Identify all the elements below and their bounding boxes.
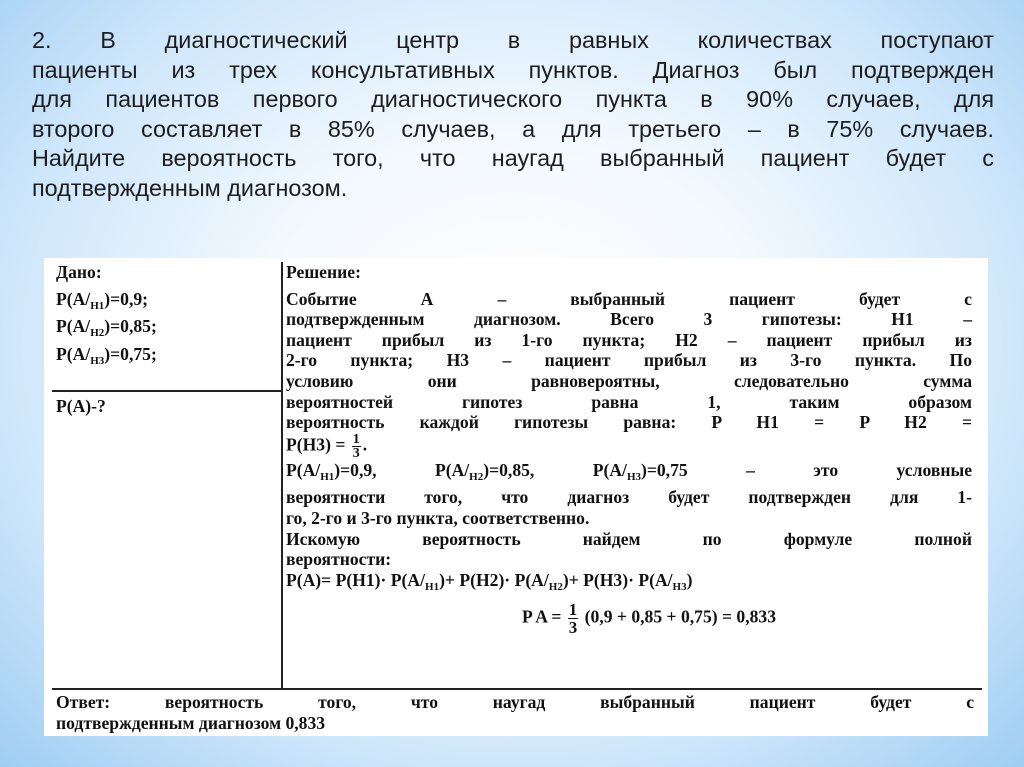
given-title: Дано: <box>56 262 102 282</box>
problem-line: пациенты из трех консультативных пунктов. Диагноз был подтвержден <box>32 56 994 83</box>
solution-line: го, 2-го и 3-го пункта, соответственно. <box>286 507 590 528</box>
solution-line: подтвержденным диагнозом. Всего 3 гипотезы: Н1 – <box>286 309 972 330</box>
table-divider-answer <box>52 688 982 690</box>
find-label: P(A)-? <box>56 396 106 416</box>
problem-line: для пациентов первого диагностического пункта в 90% случаев, для <box>32 86 994 113</box>
solution-table <box>52 262 980 732</box>
full-probability-formula: $P(A)= P(H1)\cdot P(A/_{H1})+ P(H2)\cdot P(A/_{H2})+ P(H3)\cdot P(A/_{H3})$ <box>286 569 693 593</box>
result-formula: P A = $\frac{1}{3}$ (0,9 + 0,85 + 0,75) = 0,833 <box>521 600 777 638</box>
fraction-one-third: $\frac{1}{3}$ <box>568 600 578 638</box>
table-divider-given <box>52 390 281 392</box>
conditional-line: $P(A/_{H1})=0,9$, $P(A/_{H2})=0,85$, $P(A/_{H3})=0,75$ – это условные <box>286 459 973 483</box>
solution-document <box>44 258 988 736</box>
solution-line: вероятностей гипотез равна 1, таким образом <box>286 391 972 412</box>
answer-line: подтвержденным диагнозом 0,833 <box>56 712 326 733</box>
solution-line: Событие А – выбранный пациент будет с <box>286 288 972 309</box>
fraction-one-third: $\frac{1}{3}$ <box>352 431 360 461</box>
problem-line: подтвержденным диагнозом. <box>32 174 348 201</box>
problem-line: Найдите вероятность того, что наугад выбранный пациент будет с <box>32 145 994 172</box>
given-p2: $P(A/_{H2})=0,85$; <box>56 316 157 340</box>
problem-line: 2. В диагностический центр в равных количествах поступают <box>32 27 994 53</box>
table-divider-vertical <box>281 262 283 688</box>
answer-line: Ответ: вероятность того, что наугад выбранный пациент будет с <box>56 692 974 712</box>
solution-line: вероятность каждой гипотезы равна: P H1 = P H2 = <box>286 412 972 433</box>
solution-line: вероятности того, что диагноз будет подтвержден для 1- <box>286 487 972 508</box>
answer-section <box>56 692 974 733</box>
solution-section <box>286 262 972 636</box>
problem-line: второго составляет в 85% случаев, а для третьего – в 75% случаев. <box>32 115 994 142</box>
solution-line: Искомую вероятность найдем по формуле полной <box>286 528 972 549</box>
solution-line: условию они равновероятны, следовательно сумма <box>286 370 972 391</box>
given-p3: $P(A/_{H3})=0,75$; <box>56 343 157 367</box>
solution-line: вероятности: <box>286 549 392 570</box>
given-p1: $P(A/_{H1})=0,9$; <box>56 288 149 312</box>
solution-title: Решение: <box>286 262 361 282</box>
given-section <box>56 262 276 371</box>
solution-line: 2-го пункта; Н3 – пациент прибыл из 3-го пункта. По <box>286 350 972 371</box>
solution-line: пациент прибыл из 1-го пункта; Н2 – пациент прибыл из <box>286 329 972 350</box>
problem-statement <box>32 26 994 204</box>
ph3-line: P(H3) = $\frac{1}{3}$ . <box>286 431 368 461</box>
